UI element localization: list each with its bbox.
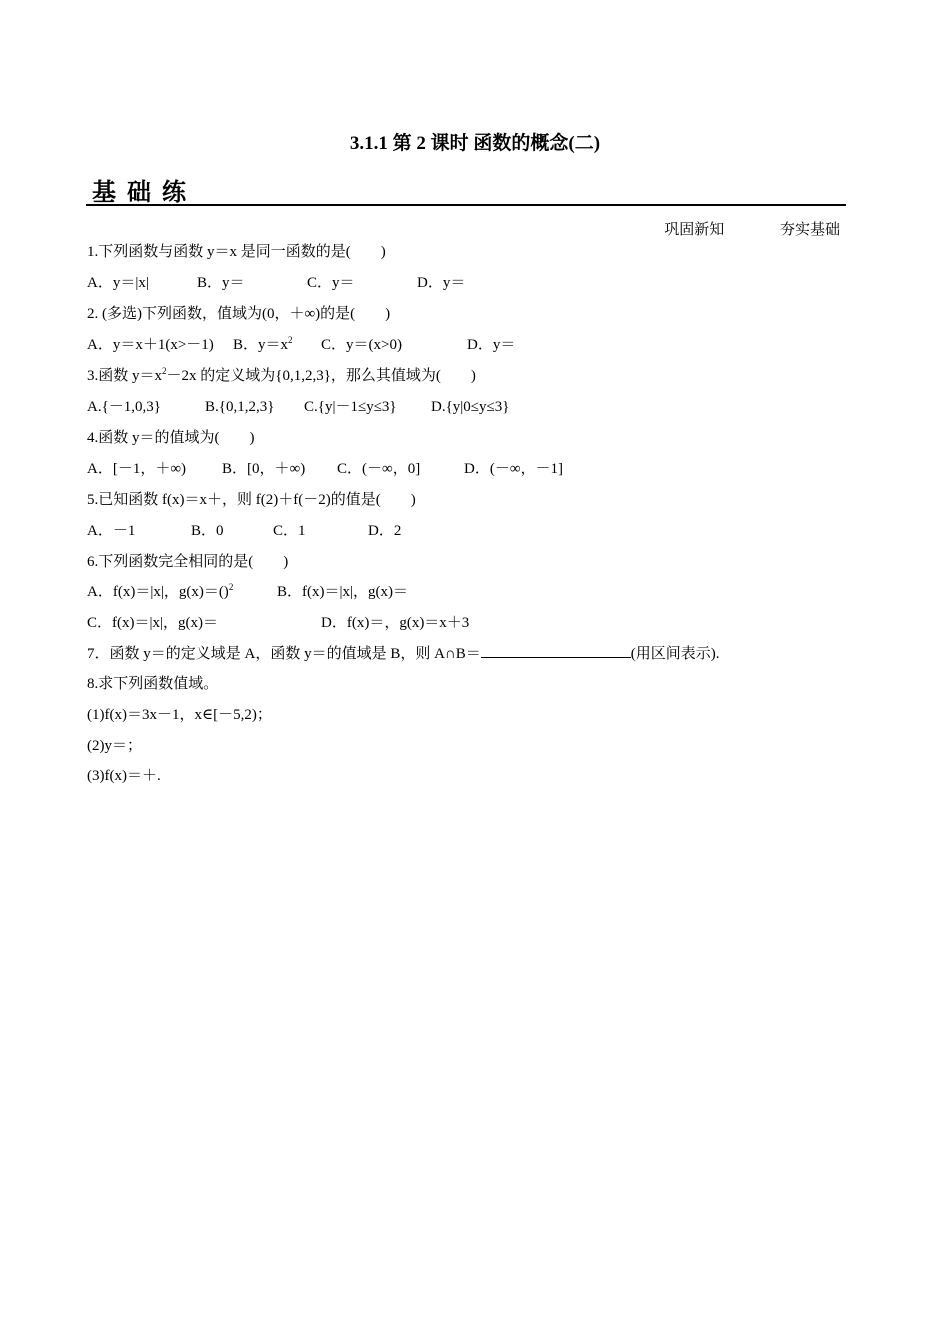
option-d: D．f(x)＝，g(x)＝x＋3 xyxy=(321,615,470,631)
question-8-stem: 8.求下列函数值域。 xyxy=(87,676,219,692)
question-3-options xyxy=(87,397,509,417)
option-d: D．y＝ xyxy=(467,337,516,353)
motto-left: 巩固新知 xyxy=(664,222,725,238)
option-b: B．$y=x^2$ xyxy=(233,335,293,353)
page-title: 3.1.1 第 2 课时 函数的概念(二) xyxy=(349,133,601,154)
option-d: D．(－∞，－1] xyxy=(464,461,564,477)
option-a: A．y＝x＋1(x>－1) xyxy=(87,337,214,353)
question-8-part-1: (1)f(x)＝3x－1，x∈[－5,2)； xyxy=(87,707,272,723)
option-d: D．2 xyxy=(368,523,402,539)
option-c: C．y＝ xyxy=(307,275,355,291)
section-heading: 基础练 xyxy=(92,178,197,206)
option-c: C.{y|－1≤y≤3} xyxy=(304,399,397,415)
question-4-options xyxy=(87,459,563,479)
question-5-stem: 5.已知函数 f(x)＝x＋，则 f(2)＋f(－2)的值是( ) xyxy=(87,492,416,508)
question-6-stem: 6.下列函数完全相同的是( ) xyxy=(87,554,289,570)
option-a: A．f(x)＝|x|，g(x)＝()$^2$ xyxy=(87,582,234,600)
question-8-part-3: (3)f(x)＝＋. xyxy=(87,768,161,784)
question-5-options xyxy=(87,521,401,541)
question-4-stem: 4.函数 y＝的值域为( ) xyxy=(87,430,255,446)
option-b: B．y＝ xyxy=(197,275,245,291)
option-d: D．y＝ xyxy=(417,275,466,291)
question-8-part-2: (2)y＝； xyxy=(87,738,142,754)
question-3-stem: 3.函数 $y=x^2-2x$ 的定义域为{0,1,2,3}，那么其值域为( ) xyxy=(87,366,476,384)
option-d: D.{y|0≤y≤3} xyxy=(431,399,510,415)
answer-blank[interactable] xyxy=(481,643,631,658)
option-c: C．1 xyxy=(273,523,306,539)
option-b: B．[0，＋∞) xyxy=(222,461,306,477)
question-2-stem: 2. (多选)下列函数，值域为(0，＋∞)的是( ) xyxy=(87,306,391,322)
option-a: A．－1 xyxy=(87,523,136,539)
option-b: B．f(x)＝|x|，g(x)＝ xyxy=(277,584,408,600)
question-7: 7．函数 y＝的定义域是 A，函数 y＝的值域是 B，则 A∩B＝ (用区间表示). xyxy=(87,643,720,664)
question-1-stem: 1.下列函数与函数 y＝x 是同一函数的是( ) xyxy=(87,244,386,260)
option-a: A．[－1，＋∞) xyxy=(87,461,187,477)
option-b: B.{0,1,2,3} xyxy=(205,399,275,415)
section-motto xyxy=(664,218,840,239)
question-1-options xyxy=(87,273,465,293)
question-6-options-ab xyxy=(87,582,408,602)
section-divider xyxy=(86,204,846,206)
option-c: C．f(x)＝|x|，g(x)＝ xyxy=(87,615,218,631)
option-b: B．0 xyxy=(191,523,224,539)
option-a: A.{－1,0,3} xyxy=(87,399,161,415)
question-2-options xyxy=(87,335,515,355)
option-c: C．y＝(x>0) xyxy=(321,337,402,353)
option-c: C．(－∞，0] xyxy=(337,461,421,477)
motto-right: 夯实基础 xyxy=(779,222,840,238)
question-6-options-cd xyxy=(87,613,469,633)
option-a: A．y＝|x| xyxy=(87,275,149,291)
